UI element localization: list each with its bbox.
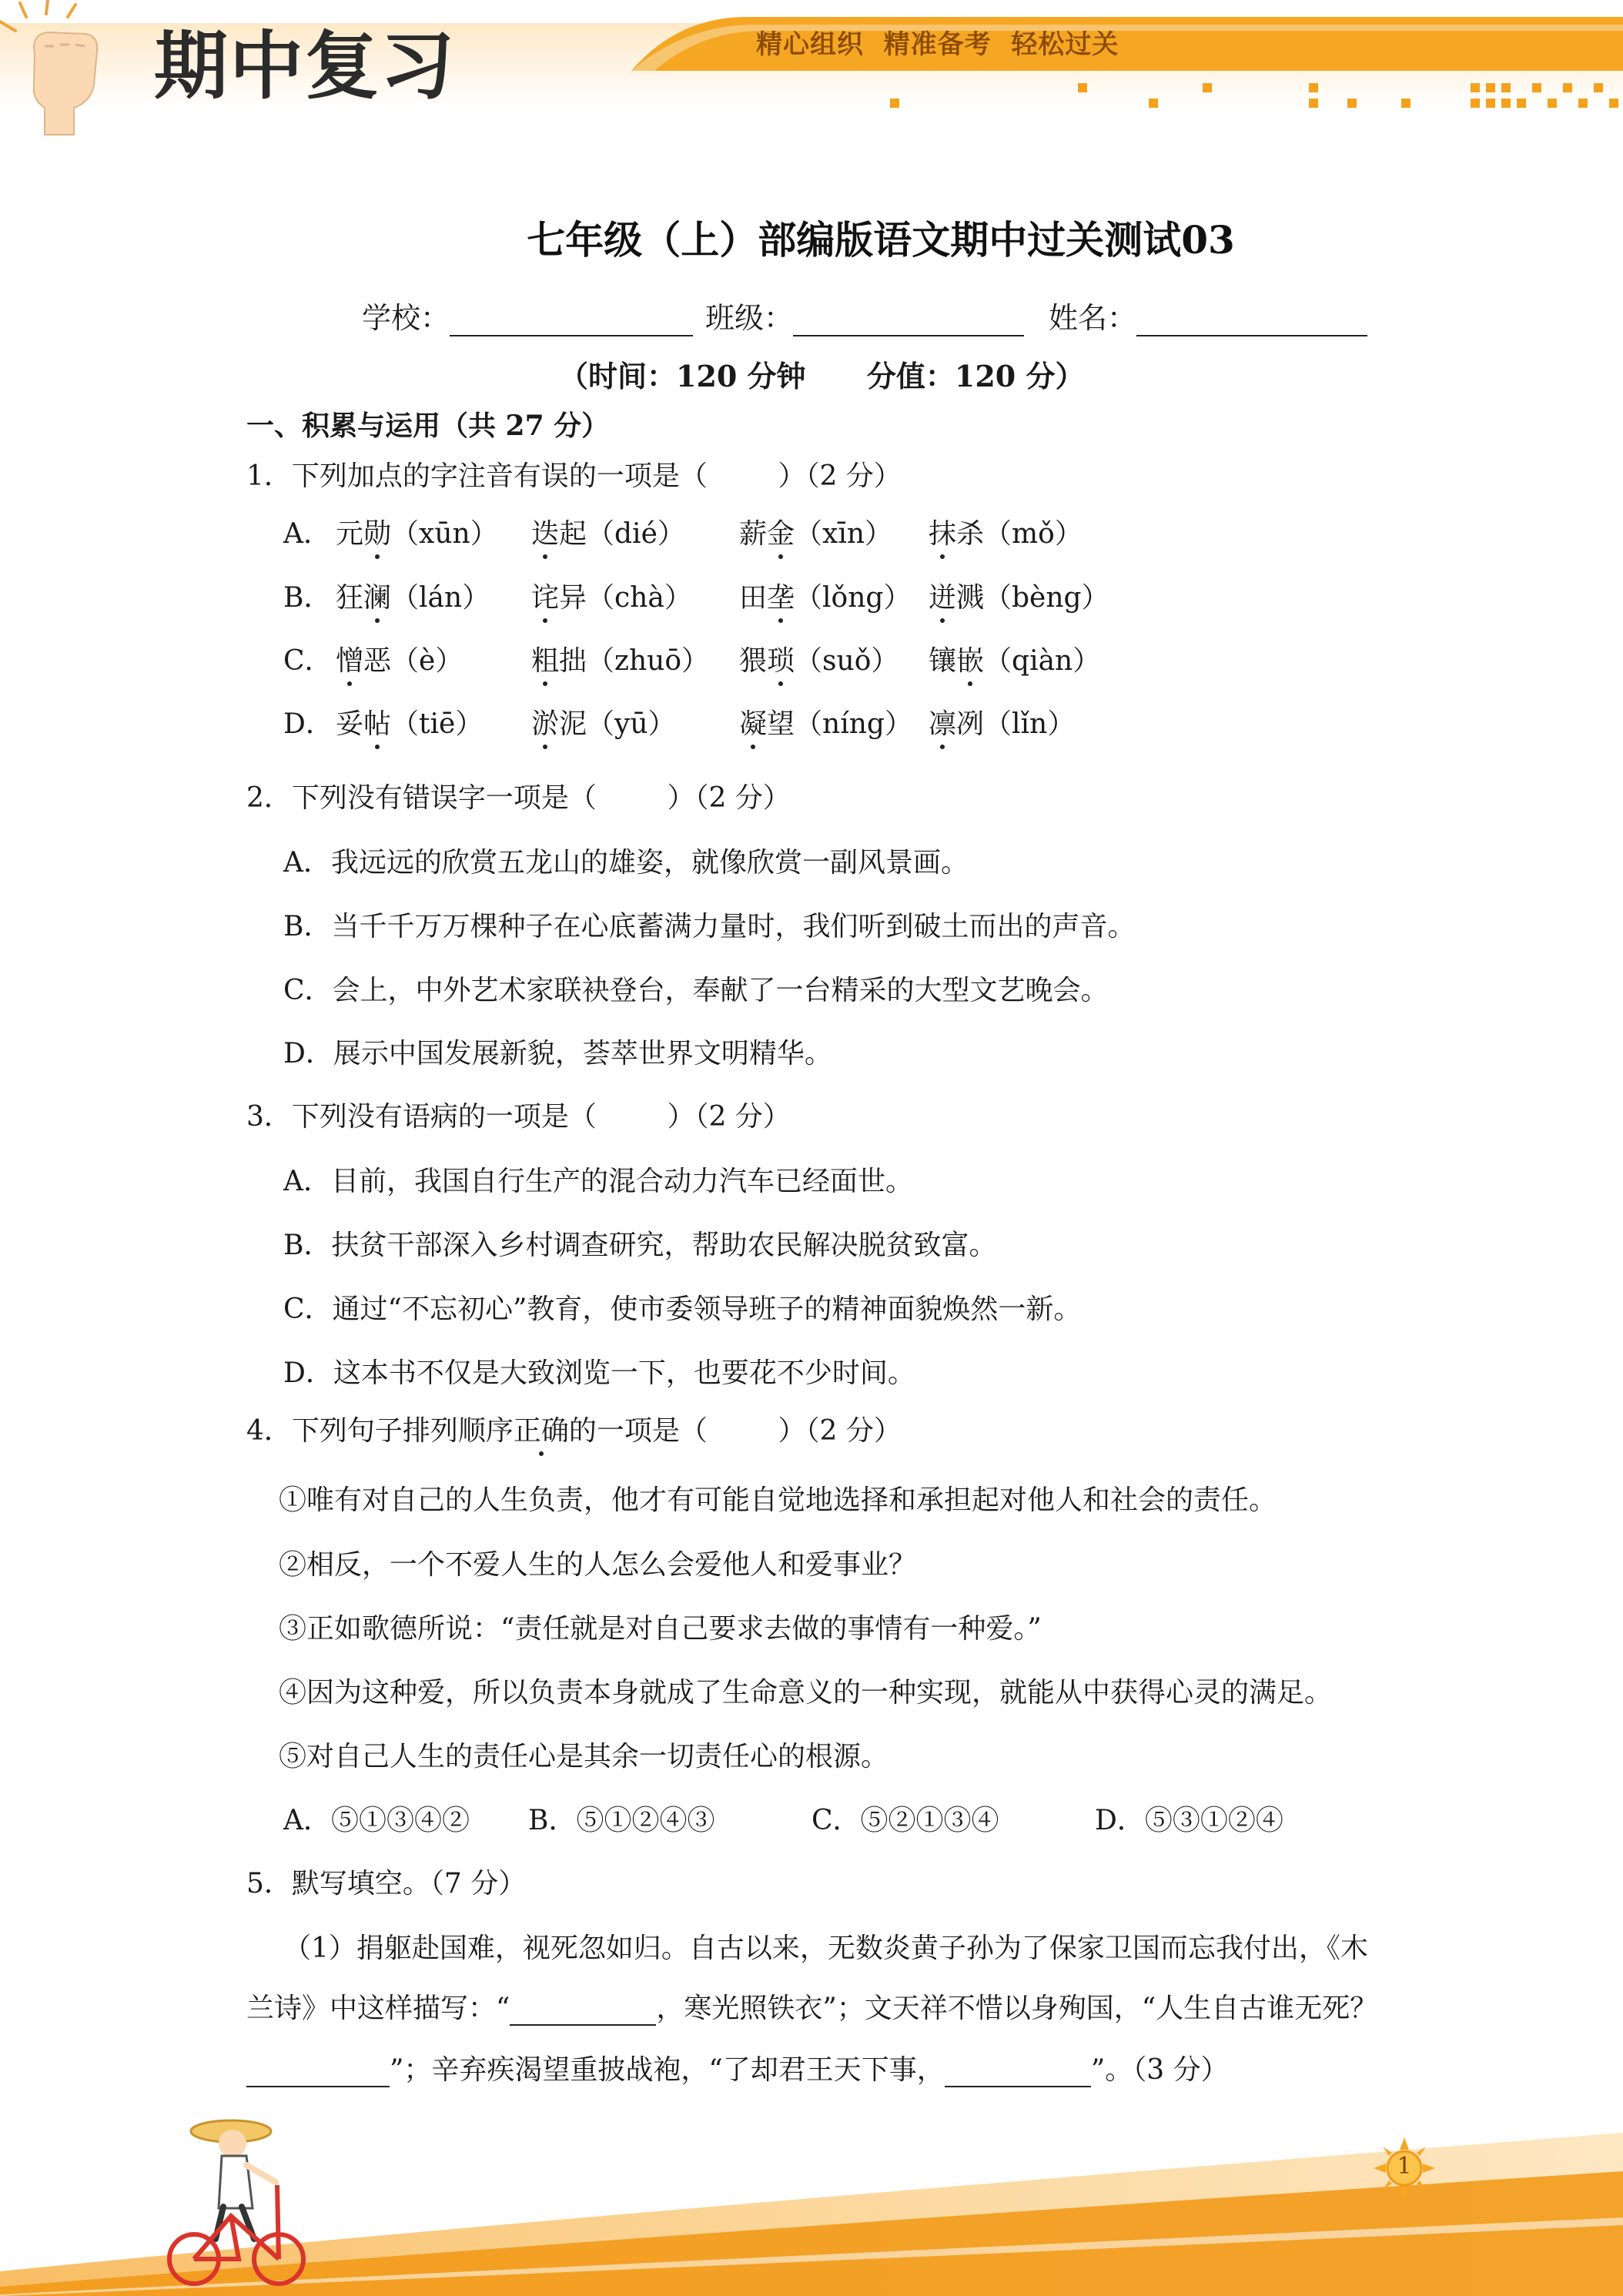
question-1-option-d-label: D． [283,708,333,740]
question-5-line-3: ”；辛弃疾渴望重披战袍，“了却君王天下事， ”。（3 分） [246,2048,1229,2087]
name-field [1049,294,1367,336]
emphasis-dot-char: 嵌 [956,639,984,678]
emphasis-dot-char: 迭 [531,512,559,551]
question-3-option-b: B．扶贫干部深入乡村调查研究，帮助农民解决脱贫致富。 [283,1230,997,1261]
question-1-option-b-label: B． [283,582,332,614]
emphasis-dot-char: 诧 [531,576,559,615]
question-1-stem: 1．下列加点的字注音有误的一项是（ ）（2 分） [246,460,902,492]
question-1-option-c-word-1: 憎恶（è） [336,639,463,678]
emphasis-dot-text: 正确 [514,1409,569,1448]
question-1-option-c-label: C． [283,645,333,677]
question-1-option-b-word-3: 田垄（lǒng） [739,576,911,615]
name-blank[interactable] [1136,301,1367,336]
emphasis-dot-char: 憎 [336,639,363,678]
class-field [705,294,1024,336]
fill-blank-2[interactable] [246,2055,390,2087]
school-label: 学校： [362,301,450,335]
emphasis-dot-char: 澜 [363,576,391,615]
question-1-option-d-word-1: 妥帖（tiē） [336,702,483,741]
question-5-stem: 5．默写填空。（7 分） [246,1868,527,1899]
question-5-line-1: （1）捐躯赴国难，视死忽如归。自古以来，无数炎黄子孙为了保家卫国而忘我付出，《木 [283,1933,1368,1964]
emphasis-dot-char: 迸 [929,576,956,615]
emphasis-dot-char: 淤 [531,702,559,741]
question-4-option-c: C．⑤②①③④ [812,1805,999,1836]
decorative-dots [847,77,1623,115]
school-blank[interactable] [450,301,693,336]
question-4-sentence-2: ②相反，一个不爱人生的人怎么会爱他人和爱事业？ [279,1549,917,1581]
question-2-option-d: D．展示中国发展新貌，荟萃世界文明精华。 [283,1038,832,1069]
question-1-option-a-word-2: 迭起（dié） [531,512,685,551]
class-label: 班级： [705,301,794,335]
question-1-option-a-word-3: 薪金（xīn） [739,512,892,551]
question-4-sentence-5: ⑤对自己人生的责任心是其余一切责任心的根源。 [279,1741,889,1772]
question-1-option-a-word-1: 元勋（xūn） [336,512,498,551]
emphasis-dot-char: 琐 [767,639,795,678]
question-1-option-a-label: A． [283,518,331,550]
question-4-sentence-4: ④因为这种爱，所以负责本身就成了生命意义的一种实现，就能从中获得心灵的满足。 [279,1677,1333,1709]
question-3-stem: 3．下列没有语病的一项是（ ）（2 分） [246,1101,791,1133]
question-1-option-d-word-4: 凛冽（lǐn） [929,702,1075,741]
question-1-option-a-word-4: 抹杀（mǒ） [929,512,1083,551]
question-4-option-b: B．⑤①②④③ [528,1805,715,1836]
question-1-option-c-word-2: 粗拙（zhuō） [531,639,709,678]
fill-blank-1[interactable] [510,1993,656,2026]
page-number: 1 [1397,2153,1412,2180]
name-label: 姓名： [1049,301,1137,335]
fill-blank-3[interactable] [945,2055,1091,2087]
emphasis-dot-char: 粗 [531,639,559,678]
header-title: 期中复习 [154,23,456,109]
emphasis-dot-char: 帖 [363,702,391,741]
question-1-option-c-word-4: 镶嵌（qiàn） [929,639,1100,678]
emphasis-dot-char: 金 [767,512,795,551]
question-1-option-b-word-4: 迸溅（bèng） [929,576,1109,615]
question-4-sentence-1: ①唯有对自己的人生负责，他才有可能自觉地选择和承担起对他人和社会的责任。 [279,1484,1277,1516]
question-3-option-d: D．这本书不仅是大致浏览一下，也要花不少时间。 [283,1357,915,1389]
question-5-line-2: 兰诗》中这样描写：“ ，寒光照铁衣”；文天祥不惜以身殉国，“人生自古谁无死？ [246,1993,1378,2024]
time-score-line: （时间：120 分钟 分值：120 分） [559,359,1085,393]
question-1-option-b-word-1: 狂澜（lán） [336,576,490,615]
emphasis-dot-char: 勋 [363,512,391,551]
question-1-option-c-word-3: 猥琐（suǒ） [739,639,899,678]
school-field [362,294,693,336]
question-4-sentence-3: ③正如歌德所说：“责任就是对自己要求去做的事情有一种爱。” [279,1613,1042,1645]
question-4-option-d: D．⑤③①②④ [1095,1805,1283,1836]
section-heading: 一、积累与运用（共 27 分） [246,410,610,442]
emphasis-dot-char: 抹 [929,512,956,551]
question-2-option-a: A．我远远的欣赏五龙山的雄姿，就像欣赏一副风景画。 [283,847,969,879]
question-4-option-a: A．⑤①③④② [283,1805,470,1836]
class-blank[interactable] [793,301,1024,336]
header-slogan: 精心组织 精准备考 轻松过关 [756,29,1119,60]
question-1-option-d-word-2: 淤泥（yū） [531,702,676,741]
question-3-option-a: A．目前，我国自行生产的混合动力汽车已经面世。 [283,1166,913,1197]
question-1-option-d-word-3: 凝望（níng） [739,702,912,741]
emphasis-dot-char: 凝 [739,702,767,741]
cyclist-icon [162,2108,308,2293]
page-header [0,0,1623,154]
emphasis-dot-char: 垄 [767,576,795,615]
question-2-option-b: B．当千千万万棵种子在心底蓄满力量时，我们听到破土而出的声音。 [283,911,1136,942]
question-3-option-c: C．通过“不忘初心”教育，使市委领导班子的精神面貌焕然一新。 [283,1294,1082,1325]
question-2-option-c: C．会上，中外艺术家联袂登台，奉献了一台精采的大型文艺晚会。 [283,975,1109,1006]
question-1-option-b-word-2: 诧异（chà） [531,576,692,615]
emphasis-dot-char: 凛 [929,702,956,741]
question-2-stem: 2．下列没有错误字一项是（ ）（2 分） [246,782,791,814]
fist-icon [0,0,123,139]
exam-title: 七年级（上）部编版语文期中过关测试03 [527,217,1235,263]
question-4-stem: 4．下列句子排列顺序正确的一项是（ ）（2 分） [246,1409,902,1448]
